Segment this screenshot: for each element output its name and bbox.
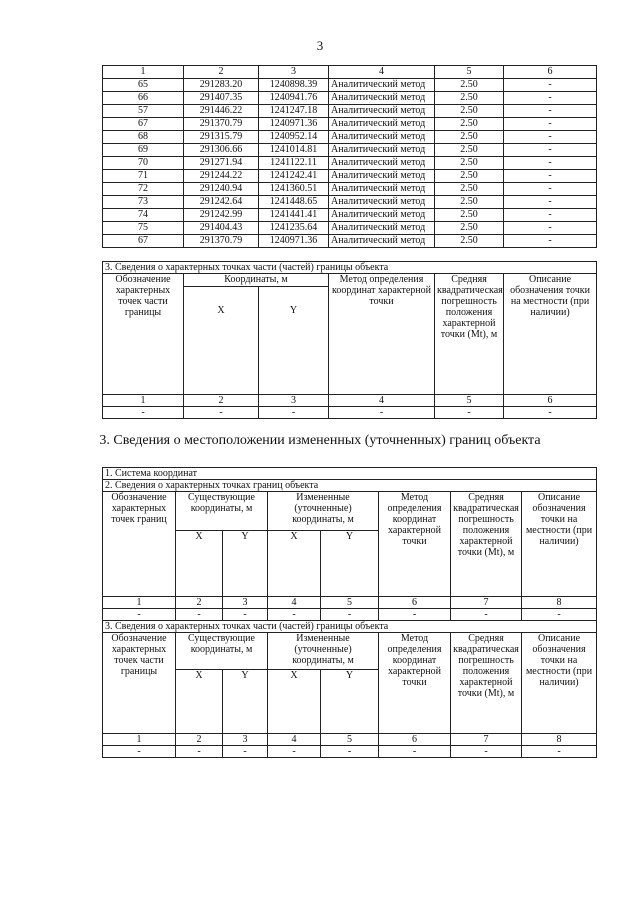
table-cell: - [504, 131, 597, 144]
table-cell: - [504, 170, 597, 183]
section-title: 3. Сведения о характерных точках части (частей) границы объекта [103, 262, 597, 274]
part-points-table [102, 261, 597, 419]
table-cell: 1241242.41 [259, 170, 329, 183]
table-cell: 1240952.14 [259, 131, 329, 144]
header-existing-coordinates: Существующие координаты, м [176, 633, 268, 670]
table-row [103, 118, 597, 131]
table-row [103, 209, 597, 222]
header-y: Y [223, 531, 268, 597]
table-cell: 67 [103, 118, 184, 131]
table-row [103, 105, 597, 118]
col-number: 4 [329, 66, 435, 79]
table-cell: Аналитический метод [329, 183, 435, 196]
table-cell: 1241014.81 [259, 144, 329, 157]
empty-cell: - [522, 609, 597, 621]
col-number: 1 [103, 597, 176, 609]
table-cell: 2.50 [435, 157, 504, 170]
table-cell: 2.50 [435, 131, 504, 144]
table-cell: 291271.94 [184, 157, 259, 170]
table-cell: Аналитический метод [329, 79, 435, 92]
table-cell: - [504, 222, 597, 235]
table-cell: 1241360.51 [259, 183, 329, 196]
empty-cell: - [451, 609, 522, 621]
column-number-row [103, 66, 597, 79]
col-number: 6 [379, 734, 451, 746]
table-cell: 1241122.11 [259, 157, 329, 170]
col-number: 3 [223, 597, 268, 609]
table-cell: 2.50 [435, 105, 504, 118]
table-cell: Аналитический метод [329, 170, 435, 183]
header-x: X [268, 670, 321, 734]
coordinate-system-label: 1. Система координат [103, 468, 597, 480]
col-number: 6 [504, 66, 597, 79]
table-cell: 73 [103, 196, 184, 209]
table-cell: 66 [103, 92, 184, 105]
table-cell: 291244.22 [184, 170, 259, 183]
header-description: Описание обозначения точки на местности (при наличии) [522, 492, 597, 597]
table-row [103, 131, 597, 144]
col-number: 5 [435, 395, 504, 407]
table-cell: Аналитический метод [329, 118, 435, 131]
table-cell: 1240971.36 [259, 235, 329, 248]
header-method: Метод определения координат характерной точки [379, 492, 451, 597]
table-cell: 1241448.65 [259, 196, 329, 209]
table-cell: 291407.35 [184, 92, 259, 105]
table-cell: 71 [103, 170, 184, 183]
col-number: 7 [451, 734, 522, 746]
table-cell: Аналитический метод [329, 196, 435, 209]
empty-cell: - [321, 609, 379, 621]
empty-cell: - [435, 407, 504, 419]
table-cell: 69 [103, 144, 184, 157]
header-error: Средняя квадратическая погрешность положения характерной точки (Mt), м [451, 492, 522, 597]
table-cell: Аналитический метод [329, 157, 435, 170]
col-number: 2 [184, 66, 259, 79]
table-cell: - [504, 235, 597, 248]
empty-cell: - [379, 609, 451, 621]
table-cell: 1241235.64 [259, 222, 329, 235]
col-number: 8 [522, 734, 597, 746]
header-description: Описание обозначения точки на местности (при наличии) [522, 633, 597, 734]
header-method: Метод определения координат характерной точки [329, 274, 435, 395]
header-existing-coordinates: Существующие координаты, м [176, 492, 268, 531]
col-number: 2 [176, 597, 223, 609]
header-y: Y [321, 531, 379, 597]
col-number: 2 [176, 734, 223, 746]
table-row [103, 79, 597, 92]
table-cell: 2.50 [435, 183, 504, 196]
col-number: 8 [522, 597, 597, 609]
col-number: 1 [103, 395, 184, 407]
col-number: 2 [184, 395, 259, 407]
table-cell: 291283.20 [184, 79, 259, 92]
header-x: X [176, 531, 223, 597]
header-x: X [268, 531, 321, 597]
table-cell: 1240898.39 [259, 79, 329, 92]
table-cell: - [504, 118, 597, 131]
table-cell: 2.50 [435, 170, 504, 183]
table-row [103, 196, 597, 209]
table-cell: - [504, 157, 597, 170]
table-cell: Аналитический метод [329, 209, 435, 222]
col-number: 3 [223, 734, 268, 746]
empty-cell: - [268, 609, 321, 621]
col-number: 7 [451, 597, 522, 609]
table-cell: 74 [103, 209, 184, 222]
table-cell: - [504, 92, 597, 105]
col-number: 6 [379, 597, 451, 609]
table-cell: 291315.79 [184, 131, 259, 144]
table-row [103, 183, 597, 196]
table-row [103, 92, 597, 105]
header-designation: Обозначение характерных точек части границы [103, 633, 176, 734]
empty-cell: - [329, 407, 435, 419]
table-cell: - [504, 196, 597, 209]
header-coordinates: Координаты, м [184, 274, 329, 287]
header-designation: Обозначение характерных точек границ [103, 492, 176, 597]
table-cell: - [504, 209, 597, 222]
empty-cell: - [103, 407, 184, 419]
col-number: 1 [103, 66, 184, 79]
header-changed-coordinates: Измененные (уточненные) координаты, м [268, 492, 379, 531]
empty-cell: - [184, 407, 259, 419]
empty-cell: - [176, 746, 223, 758]
empty-cell: - [321, 746, 379, 758]
table-cell: 2.50 [435, 144, 504, 157]
table-row [103, 144, 597, 157]
col-number: 5 [321, 597, 379, 609]
table-row [103, 157, 597, 170]
col-number: 4 [329, 395, 435, 407]
table-cell: 2.50 [435, 196, 504, 209]
empty-cell: - [103, 609, 176, 621]
table-cell: 57 [103, 105, 184, 118]
table-cell: 2.50 [435, 118, 504, 131]
table-cell: Аналитический метод [329, 92, 435, 105]
table-cell: 291404.43 [184, 222, 259, 235]
table-cell: 1240941.76 [259, 92, 329, 105]
table-cell: 72 [103, 183, 184, 196]
col-number: 5 [435, 66, 504, 79]
table-cell: 291370.79 [184, 235, 259, 248]
table-cell: 67 [103, 235, 184, 248]
table-cell: 291370.79 [184, 118, 259, 131]
table-row [103, 222, 597, 235]
empty-cell: - [522, 746, 597, 758]
empty-cell: - [268, 746, 321, 758]
table-cell: 1241247.18 [259, 105, 329, 118]
table-cell: - [504, 183, 597, 196]
table-cell: 2.50 [435, 79, 504, 92]
table-cell: 1240971.36 [259, 118, 329, 131]
section-title: 3. Сведения о характерных точках части (частей) границы объекта [103, 621, 597, 633]
table-cell: 291242.99 [184, 209, 259, 222]
table-cell: 291240.94 [184, 183, 259, 196]
header-changed-coordinates: Измененные (уточненные) координаты, м [268, 633, 379, 670]
col-number: 1 [103, 734, 176, 746]
table-cell: 68 [103, 131, 184, 144]
empty-cell: - [223, 609, 268, 621]
table-cell: 291306.66 [184, 144, 259, 157]
header-description: Описание обозначения точки на местности (при наличии) [504, 274, 597, 395]
empty-cell: - [451, 746, 522, 758]
table-cell: 65 [103, 79, 184, 92]
col-number: 4 [268, 597, 321, 609]
table-cell: - [504, 105, 597, 118]
table-cell: 2.50 [435, 235, 504, 248]
col-number: 6 [504, 395, 597, 407]
table-row [103, 170, 597, 183]
header-error: Средняя квадратическая погрешность положения характерной точки (Mt), м [451, 633, 522, 734]
header-x: X [184, 287, 259, 395]
table-cell: Аналитический метод [329, 105, 435, 118]
table-row [103, 235, 597, 248]
col-number: 4 [268, 734, 321, 746]
empty-cell: - [223, 746, 268, 758]
empty-cell: - [103, 746, 176, 758]
table-cell: 291446.22 [184, 105, 259, 118]
header-x: X [176, 670, 223, 734]
header-y: Y [259, 287, 329, 395]
table-cell: 2.50 [435, 222, 504, 235]
header-method: Метод определения координат характерной точки [379, 633, 451, 734]
col-number: 3 [259, 395, 329, 407]
table-cell: 2.50 [435, 92, 504, 105]
table-cell: 291242.64 [184, 196, 259, 209]
header-y: Y [223, 670, 268, 734]
changed-boundaries-table [102, 467, 597, 758]
table-cell: Аналитический метод [329, 235, 435, 248]
section-heading: 3. Сведения о местоположении измененных (уточненных) границ объекта [99, 433, 541, 448]
header-y: Y [321, 670, 379, 734]
col-number: 3 [259, 66, 329, 79]
section-title: 2. Сведения о характерных точках границ объекта [103, 480, 597, 492]
table-cell: Аналитический метод [329, 222, 435, 235]
table-cell: 2.50 [435, 209, 504, 222]
header-error: Средняя квадратическая погрешность положения характерной точки (Mt), м [435, 274, 504, 395]
page-number: 3 [316, 38, 324, 53]
empty-cell: - [259, 407, 329, 419]
table-cell: Аналитический метод [329, 131, 435, 144]
table-cell: Аналитический метод [329, 144, 435, 157]
empty-cell: - [379, 746, 451, 758]
empty-cell: - [504, 407, 597, 419]
empty-cell: - [176, 609, 223, 621]
table-cell: 75 [103, 222, 184, 235]
table-cell: 70 [103, 157, 184, 170]
col-number: 5 [321, 734, 379, 746]
points-table [102, 65, 597, 248]
table-cell: - [504, 79, 597, 92]
table-cell: 1241441.41 [259, 209, 329, 222]
table-cell: - [504, 144, 597, 157]
header-designation: Обозначение характерных точек части границы [103, 274, 184, 395]
